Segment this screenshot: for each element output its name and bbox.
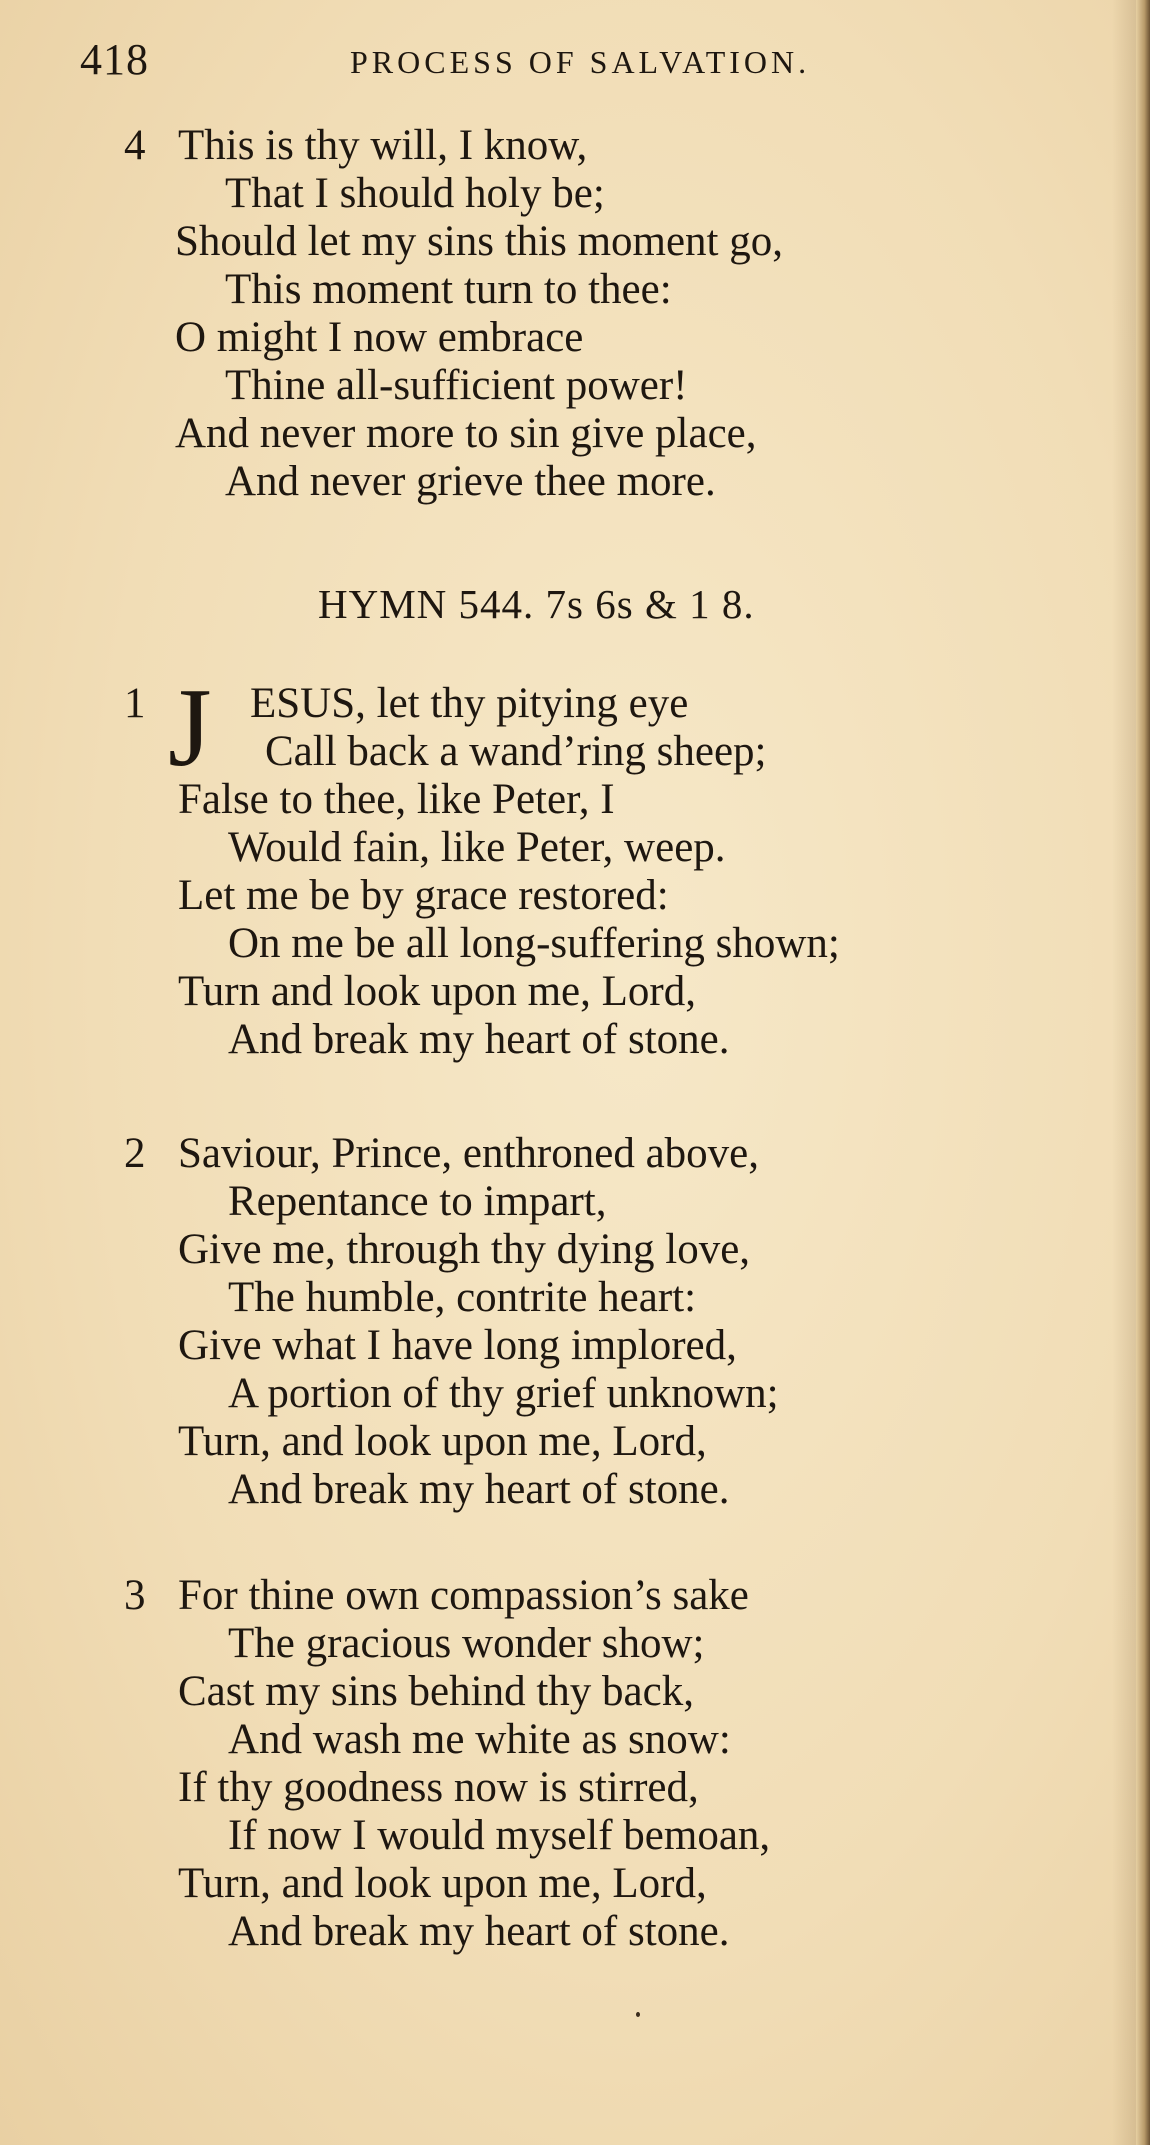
verse-line: Give what I have long implored,: [178, 1322, 737, 1369]
verse-line: And break my heart of stone.: [228, 1016, 730, 1063]
page-header: [80, 34, 940, 94]
verse-line: This moment turn to thee:: [225, 266, 672, 313]
hymn-title: HYMN 544. 7s 6s & 1 8.: [318, 581, 755, 627]
verse-line: Let me be by grace restored:: [178, 872, 669, 919]
verse-line: Would fain, like Peter, weep.: [228, 824, 726, 871]
drop-cap: J: [168, 666, 212, 790]
verse-line: Turn, and look upon me, Lord,: [178, 1418, 707, 1465]
verse-line: If thy goodness now is stirred,: [178, 1764, 699, 1811]
page-number: 418: [80, 35, 149, 84]
verse-line: O might I now embrace: [175, 314, 584, 361]
verse-line: The gracious wonder show;: [228, 1620, 705, 1667]
verse-line: The humble, contrite heart:: [228, 1274, 697, 1321]
verse-line: Turn, and look upon me, Lord,: [178, 1860, 707, 1907]
verse-line: Give me, through thy dying love,: [178, 1226, 751, 1273]
verse-number: 3: [124, 1572, 146, 1619]
verse-number: 4: [124, 122, 146, 169]
page-edge-shadow: [1112, 0, 1136, 2145]
verse-line: And break my heart of stone.: [228, 1908, 730, 1955]
paper-speck: [636, 2012, 640, 2017]
verse-line: If now I would myself bemoan,: [228, 1812, 771, 1859]
verse-line: On me be all long-suffering shown;: [228, 920, 840, 967]
verse-line: ESUS, let thy pitying eye: [250, 680, 689, 727]
verse-line: A portion of thy grief unknown;: [228, 1370, 779, 1417]
verse-line: Cast my sins behind thy back,: [178, 1668, 694, 1715]
verse-number: 1: [124, 680, 146, 727]
verse-line: And break my heart of stone.: [228, 1466, 730, 1513]
verse-line: Call back a wand’ring sheep;: [265, 728, 767, 775]
verse-line: Turn and look upon me, Lord,: [178, 968, 696, 1015]
verse-line: Repentance to impart,: [228, 1178, 607, 1225]
verse-line: Saviour, Prince, enthroned above,: [178, 1130, 760, 1177]
verse-number: 2: [124, 1130, 146, 1177]
verse-line: False to thee, like Peter, I: [178, 776, 615, 823]
verse-line: Thine all-sufficient power!: [225, 362, 688, 409]
verse-line: Should let my sins this moment go,: [175, 218, 784, 265]
verse-line: For thine own compassion’s sake: [178, 1572, 749, 1619]
verse-line: This is thy will, I know,: [178, 122, 588, 169]
verse-line: And wash me white as snow:: [228, 1716, 731, 1763]
running-head: PROCESS OF SALVATION.: [350, 44, 811, 80]
verse-line: And never grieve thee more.: [225, 458, 716, 505]
verse-line: That I should holy be;: [225, 170, 605, 217]
verse-line: And never more to sin give place,: [175, 410, 757, 457]
page-edge: [1136, 0, 1150, 2145]
